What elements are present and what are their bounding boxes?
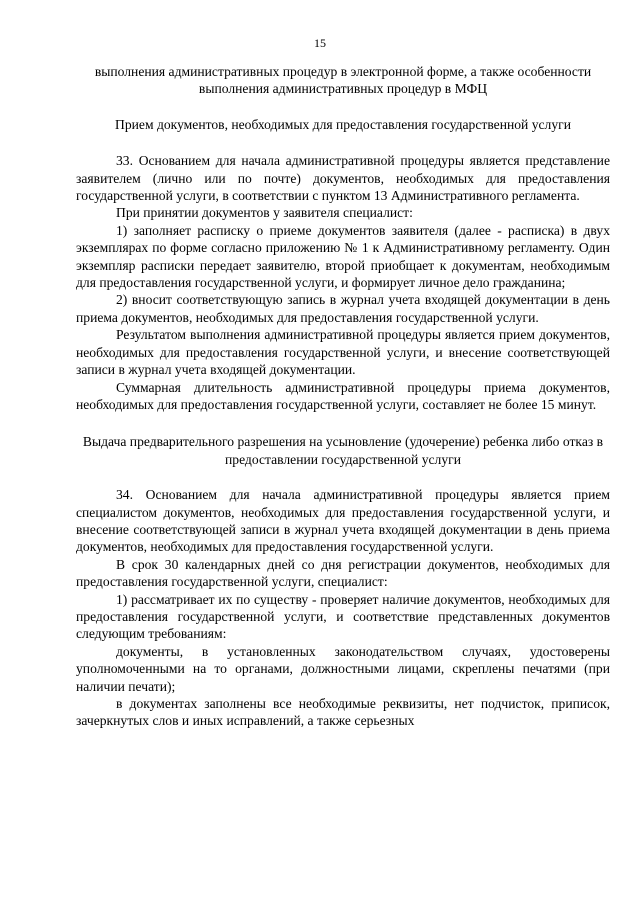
paragraph: Результатом выполнения административной процедуры является прием документов, необходимых для предоставления государственной услуги, и внесение соответствующей записи в журнал учета входящей документации.	[76, 327, 610, 378]
paragraph: Суммарная длительность административной процедуры приема документов, необходимых для предоставления государственной услуги, составляет не более 15 минут.	[76, 379, 610, 412]
paragraph: в документах заполнены все необходимые реквизиты, нет подчисток, приписок, зачеркнутых слов и иных исправлений, а также серьезных	[76, 696, 610, 729]
paragraph: 1) заполняет расписку о приеме документов заявителя (далее - расписка) в двух экземплярах по форме согласно приложению № 1 к Административному регламенту. Один экземпляр расписки передает заявителю, второй приобщает к документам, необходимым для предоставления государственной услуги, и формирует личное дело гражданина;	[76, 222, 610, 291]
paragraph: документы, в установленных законодательством случаях, удостоверены уполномоченными на то органами, должностными лицами, скреплены печатями (при наличии печати);	[76, 643, 610, 694]
paragraph: 2) вносит соответствующую запись в журнал учета входящей документации в день приема документов, необходимых для предоставления государственной услуги.	[76, 292, 610, 325]
section-title-document-intake: Прием документов, необходимых для предоставления государственной услуги	[115, 116, 571, 132]
section-title-preliminary-permission: Выдача предварительного разрешения на усыновление (удочерение) ребенка либо отказ в предоставлении государственной услуги	[82, 434, 604, 467]
paragraph: В срок 30 календарных дней со дня регистрации документов, необходимых для предоставления государственной услуги, специалист:	[76, 556, 610, 590]
page-number: 15	[314, 36, 326, 50]
paragraph: При принятии документов у заявителя специалист:	[116, 205, 413, 221]
intro-heading: выполнения административных процедур в электронной форме, а также особенности выполнения административных процедур в МФЦ	[94, 64, 592, 97]
paragraph: 1) рассматривает их по существу - проверяет наличие документов, необходимых для предоставления государственной услуги, и соответствие представленных документов следующим требованиям:	[76, 591, 610, 642]
paragraph-33: 33. Основанием для начала административной процедуры является представление заявителем (лично или по почте) документов, необходимых для предоставления государственной услуги, в соответствии с пунктом 13 Административного регламента.	[76, 153, 610, 204]
paragraph-34: 34. Основанием для начала административной процедуры является прием специалистом документов, необходимых для предоставления государственной услуги, и внесение соответствующей записи в журнал учета входящей документации в день приема документов, необходимых для предоставления государственной услуги.	[76, 487, 610, 555]
page-content	[76, 63, 610, 730]
